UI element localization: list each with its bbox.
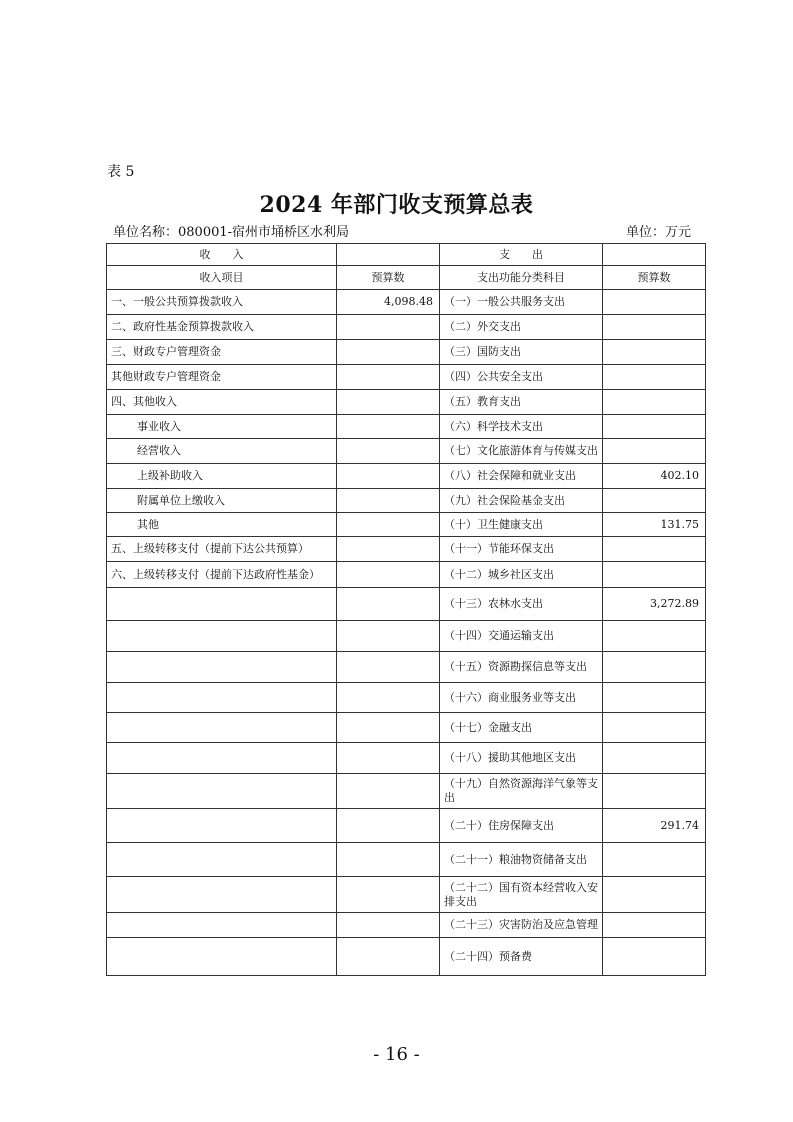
expense-amount-cell: 291.74 [603,809,706,843]
expense-amount-cell [603,843,706,877]
expense-amount-cell [603,537,706,562]
expense-amount-cell [603,290,706,315]
income-amount-cell [337,877,440,913]
expense-item-cell: （四）公共安全支出 [440,365,603,390]
income-item-cell: 四、其他收入 [107,390,337,415]
expense-item-cell: （十八）援助其他地区支出 [440,743,603,774]
table-row [107,809,706,843]
income-amount-cell [337,809,440,843]
expense-item-cell: （二十二）国有资本经营收入安排支出 [440,877,603,913]
group-header-row [107,244,706,266]
expense-group-header: 支 出 [440,244,603,266]
expense-amount-cell: 402.10 [603,464,706,489]
expense-amount-cell [603,340,706,365]
expense-item-cell: （五）教育支出 [440,390,603,415]
income-item-cell [107,913,337,938]
table-row [107,588,706,621]
table-row [107,340,706,365]
table-row [107,562,706,588]
header-empty-cell [603,244,706,266]
income-amount-cell [337,843,440,877]
table-row [107,938,706,976]
expense-item-cell: （十五）资源勘探信息等支出 [440,652,603,683]
header-empty-cell [337,244,440,266]
income-item-cell [107,938,337,976]
income-amount-cell [337,774,440,809]
expense-amount-cell: 3,272.89 [603,588,706,621]
income-group-header: 收 入 [107,244,337,266]
expense-item-cell: （六）科学技术支出 [440,415,603,439]
income-item-cell: 五、上级转移支付（提前下达公共预算） [107,537,337,562]
income-amount-cell [337,938,440,976]
income-item-cell [107,809,337,843]
income-amount-cell [337,464,440,489]
table-row [107,415,706,439]
expense-amount-cell [603,683,706,713]
expense-item-cell: （二十）住房保障支出 [440,809,603,843]
expense-item-cell: （十七）金融支出 [440,713,603,743]
expense-item-cell: （九）社会保险基金支出 [440,489,603,513]
column-header-row [107,266,706,290]
expense-item-cell: （三）国防支出 [440,340,603,365]
expense-item-cell: （十一）节能环保支出 [440,537,603,562]
table-row [107,913,706,938]
income-item-cell: 其他 [107,513,337,537]
income-item-cell [107,652,337,683]
income-amount-cell [337,537,440,562]
expense-item-cell: （七）文化旅游体育与传媒支出 [440,439,603,464]
income-item-cell: 经营收入 [107,439,337,464]
expense-amount-cell [603,743,706,774]
income-item-cell: 六、上级转移支付（提前下达政府性基金） [107,562,337,588]
budget-table [106,243,706,976]
table-row [107,513,706,537]
income-amount-cell [337,913,440,938]
expense-item-cell: （十六）商业服务业等支出 [440,683,603,713]
expense-amount-cell [603,365,706,390]
table-label: 表 5 [107,164,135,180]
expense-amount-cell [603,913,706,938]
expense-item-cell: （十三）农林水支出 [440,588,603,621]
table-row [107,743,706,774]
income-item-cell [107,743,337,774]
unit-name: 单位名称：080001-宿州市埇桥区水利局 [113,225,350,240]
income-item-cell [107,843,337,877]
table-row [107,537,706,562]
income-amount-cell [337,315,440,340]
income-item-cell [107,621,337,652]
table-row [107,464,706,489]
expense-amount-cell [603,938,706,976]
table-row [107,439,706,464]
table-row [107,843,706,877]
expense-amount-cell [603,621,706,652]
income-amount-cell [337,439,440,464]
expense-budget-header: 预算数 [603,266,706,290]
income-amount-cell [337,365,440,390]
expense-amount-cell [603,390,706,415]
expense-amount-cell [603,315,706,340]
expense-item-cell: （二十三）灾害防治及应急管理 [440,913,603,938]
income-amount-cell [337,652,440,683]
expense-amount-cell [603,713,706,743]
income-budget-header: 预算数 [337,266,440,290]
expense-item-cell: （二十四）预备费 [440,938,603,976]
income-item-cell: 事业收入 [107,415,337,439]
table-row [107,877,706,913]
expense-amount-cell [603,489,706,513]
expense-item-cell: （十九）自然资源海洋气象等支出 [440,774,603,809]
income-item-cell [107,774,337,809]
table-row [107,683,706,713]
expense-amount-cell [603,877,706,913]
income-item-cell [107,713,337,743]
table-row [107,652,706,683]
table-row [107,489,706,513]
income-amount-cell [337,588,440,621]
table-row [107,365,706,390]
expense-amount-cell [603,652,706,683]
expense-amount-cell [603,439,706,464]
page-title: 2024 年部门收支预算总表 [259,192,534,218]
income-amount-cell: 4,098.48 [337,290,440,315]
income-item-cell: 附属单位上缴收入 [107,489,337,513]
income-item-header: 收入项目 [107,266,337,290]
expense-amount-cell [603,415,706,439]
expense-item-header: 支出功能分类科目 [440,266,603,290]
income-amount-cell [337,621,440,652]
expense-item-cell: （十四）交通运输支出 [440,621,603,652]
income-amount-cell [337,743,440,774]
table-row [107,290,706,315]
expense-item-cell: （八）社会保障和就业支出 [440,464,603,489]
income-amount-cell [337,713,440,743]
income-item-cell [107,877,337,913]
table-row [107,315,706,340]
income-amount-cell [337,415,440,439]
income-amount-cell [337,390,440,415]
income-item-cell: 上级补助收入 [107,464,337,489]
table-row [107,390,706,415]
table-row [107,621,706,652]
income-item-cell: 其他财政专户管理资金 [107,365,337,390]
table-row [107,774,706,809]
income-item-cell [107,588,337,621]
income-item-cell: 一、一般公共预算拨款收入 [107,290,337,315]
income-item-cell [107,683,337,713]
income-amount-cell [337,513,440,537]
expense-amount-cell [603,562,706,588]
page-number: - 16 - [373,1044,420,1065]
expense-item-cell: （一）一般公共服务支出 [440,290,603,315]
expense-amount-cell [603,774,706,809]
expense-item-cell: （二十一）粮油物资储备支出 [440,843,603,877]
expense-item-cell: （十二）城乡社区支出 [440,562,603,588]
income-amount-cell [337,340,440,365]
income-item-cell: 二、政府性基金预算拨款收入 [107,315,337,340]
income-item-cell: 三、财政专户管理资金 [107,340,337,365]
table-row [107,713,706,743]
expense-amount-cell: 131.75 [603,513,706,537]
income-amount-cell [337,562,440,588]
expense-item-cell: （十）卫生健康支出 [440,513,603,537]
income-amount-cell [337,489,440,513]
currency-unit: 单位：万元 [626,225,692,240]
income-amount-cell [337,683,440,713]
expense-item-cell: （二）外交支出 [440,315,603,340]
